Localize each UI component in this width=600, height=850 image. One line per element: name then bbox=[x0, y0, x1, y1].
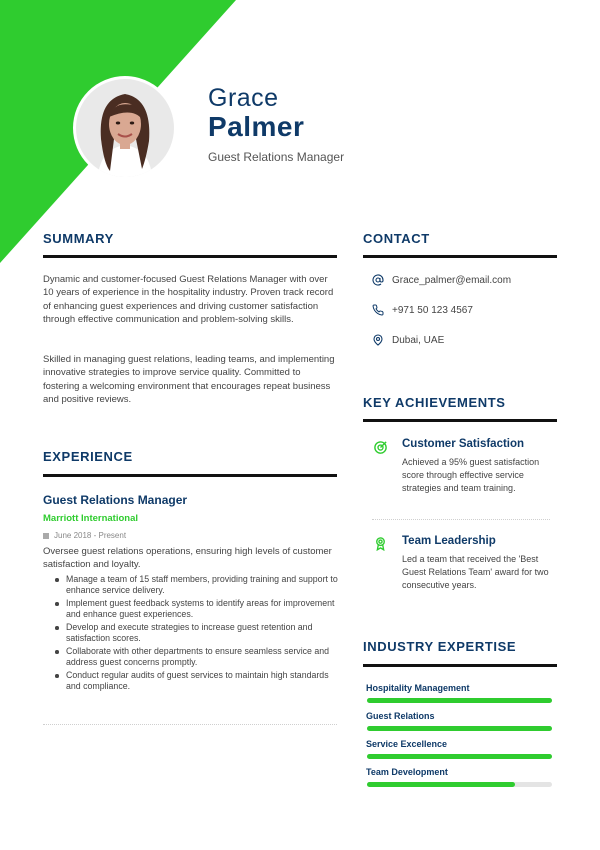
achievement-separator bbox=[372, 519, 550, 520]
skill-label: Guest Relations bbox=[366, 711, 435, 721]
contact-location bbox=[372, 334, 444, 346]
job-bullet: Conduct regular audits of guest services to maintain high standards and compliance. bbox=[55, 670, 345, 692]
achievements-heading: KEY ACHIEVEMENTS bbox=[363, 395, 506, 410]
skill-bar bbox=[367, 726, 552, 731]
achievement-title: Customer Satisfaction bbox=[402, 438, 525, 450]
summary-divider bbox=[43, 255, 337, 258]
contact-phone-text: +971 50 123 4567 bbox=[392, 304, 473, 316]
at-icon bbox=[372, 274, 384, 286]
award-icon bbox=[373, 536, 388, 551]
contact-location-text: Dubai, UAE bbox=[392, 334, 445, 346]
job-bullet: Manage a team of 15 staff members, providing training and support to enhance service delivery. bbox=[55, 574, 345, 596]
experience-end-divider bbox=[43, 724, 337, 725]
skill-label: Hospitality Management bbox=[366, 683, 470, 693]
job-entry-title: Guest Relations Manager bbox=[43, 493, 188, 507]
skill-bar bbox=[367, 782, 552, 787]
contact-email bbox=[372, 274, 511, 286]
job-entry-company: Marriott International bbox=[43, 513, 139, 524]
contact-heading: CONTACT bbox=[363, 231, 430, 246]
target-icon bbox=[373, 440, 388, 455]
job-bullet: Collaborate with other departments to ensure seamless service and address guest concerns promptly. bbox=[55, 646, 345, 668]
skill-bar-fill bbox=[367, 726, 552, 731]
expertise-heading: INDUSTRY EXPERTISE bbox=[363, 639, 517, 654]
contact-phone bbox=[372, 304, 473, 316]
first-name: Grace bbox=[208, 84, 279, 112]
contact-divider bbox=[363, 255, 557, 258]
job-title: Guest Relations Manager bbox=[208, 150, 345, 164]
job-bullet: Implement guest feedback systems to identify areas for improvement and enhance guest experiences. bbox=[55, 598, 345, 620]
achievement-description: Achieved a 95% guest satisfaction score through effective service strategies and team training. bbox=[402, 457, 540, 493]
achievement-title: Team Leadership bbox=[402, 535, 496, 547]
skill-bar bbox=[367, 698, 552, 703]
job-entry-description: Oversee guest relations operations, ensuring high levels of customer satisfaction and loyalty. bbox=[43, 546, 332, 570]
skill-bar bbox=[367, 754, 552, 759]
avatar bbox=[76, 79, 174, 177]
achievements-divider bbox=[363, 419, 557, 422]
job-entry-dates-text: June 2018 - Present bbox=[54, 531, 127, 540]
skill-bar-fill bbox=[367, 754, 552, 759]
skill-bar-fill bbox=[367, 782, 515, 787]
expertise-divider bbox=[363, 664, 557, 667]
contact-email-text: Grace_palmer@email.com bbox=[392, 274, 512, 286]
skill-bar-fill bbox=[367, 698, 552, 703]
last-name: Palmer bbox=[208, 111, 305, 142]
summary-heading: SUMMARY bbox=[43, 231, 114, 246]
job-entry-dates bbox=[43, 531, 126, 540]
summary-paragraph: Dynamic and customer-focused Guest Relations Manager with over 10 years of experience in the hospitality industry. Proven track record of enhancing guest experiences and driving customer satisfaction through effective communication and problem-solving skills. bbox=[43, 274, 334, 326]
job-entry-bullets bbox=[55, 574, 345, 694]
skill-label: Team Development bbox=[366, 767, 448, 777]
experience-heading: EXPERIENCE bbox=[43, 449, 133, 464]
experience-divider bbox=[43, 474, 337, 477]
location-pin-icon bbox=[372, 334, 384, 346]
phone-icon bbox=[372, 304, 384, 316]
calendar-icon bbox=[43, 533, 49, 539]
summary-paragraph: Skilled in managing guest relations, leading teams, and implementing innovative strategies to improve service quality. Committed to fostering a welcoming environment that encourages repeat business and positive reviews. bbox=[43, 354, 335, 406]
skill-label: Service Excellence bbox=[366, 739, 448, 749]
job-bullet: Develop and execute strategies to increase guest retention and satisfaction scores. bbox=[55, 622, 345, 644]
achievement-description: Led a team that received the 'Best Guest Relations Team' award for two consecutive years. bbox=[402, 554, 549, 590]
